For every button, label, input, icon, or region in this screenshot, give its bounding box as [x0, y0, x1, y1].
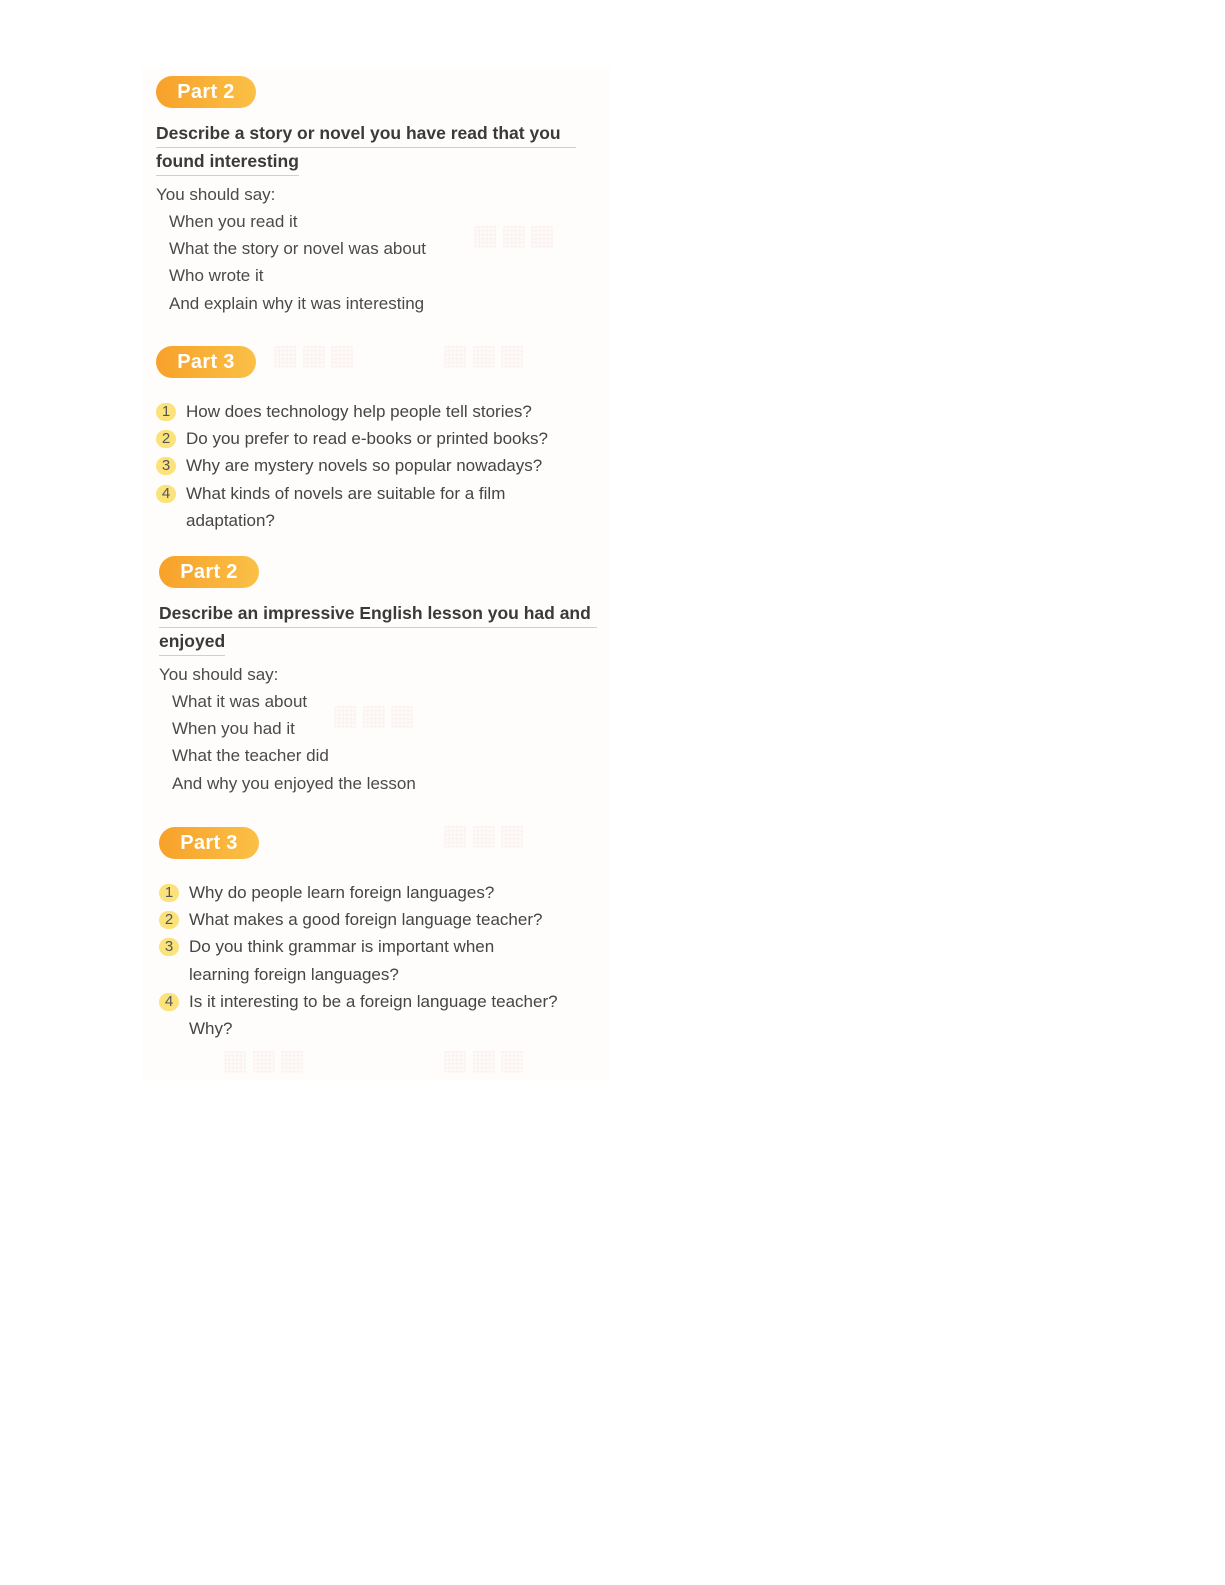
cue-card-topic	[159, 600, 591, 656]
question-number-badge: 3	[159, 938, 179, 956]
question-number-badge: 1	[159, 884, 179, 902]
question-number-badge: 2	[159, 911, 179, 929]
question-text-continued: learning foreign languages?	[189, 964, 399, 984]
watermark-mark: ▦▦▦	[442, 338, 528, 371]
discussion-questions	[159, 879, 558, 1042]
watermark-mark: ▦▦▦	[332, 698, 418, 731]
question-item	[156, 480, 548, 534]
prompt-item: When you had it	[172, 719, 295, 739]
question-item	[156, 425, 548, 452]
question-text: Do you think grammar is important when	[189, 937, 495, 957]
question-text: Is it interesting to be a foreign language teacher?	[189, 991, 558, 1011]
watermark-mark: ▦▦▦	[442, 1043, 528, 1076]
question-item	[159, 906, 558, 933]
you-should-say-label: You should say:	[159, 665, 279, 684]
topic-line: Describe an impressive English lesson you had and	[159, 600, 597, 628]
question-item	[156, 398, 548, 425]
prompt-item: What the story or novel was about	[169, 239, 427, 259]
cue-card-topic	[156, 120, 580, 176]
question-number-badge: 1	[156, 403, 176, 421]
prompt-item: When you read it	[169, 212, 298, 231]
question-text: Why do people learn foreign languages?	[189, 883, 495, 902]
speaking-topics-page	[142, 68, 610, 1080]
cue-card-prompts	[169, 208, 426, 317]
prompt-item: Who wrote it	[169, 266, 264, 286]
question-item	[159, 988, 558, 1042]
question-number-badge: 4	[159, 993, 179, 1011]
part-label-badge: Part 3	[156, 346, 256, 378]
watermark-mark: ▦▦▦	[442, 818, 528, 851]
question-text: Why are mystery novels so popular nowadays?	[186, 456, 543, 476]
you-should-say-label: You should say:	[156, 185, 276, 204]
prompt-item: What it was about	[172, 692, 308, 711]
watermark-mark: ▦▦▦	[222, 1043, 308, 1076]
prompt-item: What the teacher did	[172, 746, 329, 766]
question-number-badge: 4	[156, 485, 176, 503]
part-label-badge: Part 2	[159, 556, 259, 588]
watermark-mark: ▦▦▦	[472, 218, 558, 251]
watermark-mark: ▦▦▦	[272, 338, 358, 371]
question-text-continued: adaptation?	[186, 510, 275, 530]
question-item	[156, 452, 548, 479]
prompt-item: And why you enjoyed the lesson	[172, 773, 416, 793]
question-number-badge: 2	[156, 430, 176, 448]
cue-card-prompts	[172, 688, 416, 797]
topic-line: enjoyed	[159, 628, 225, 656]
topic-line: found interesting	[156, 148, 299, 176]
discussion-questions	[156, 398, 548, 534]
part-label-badge: Part 3	[159, 827, 259, 859]
question-text: Do you prefer to read e-books or printed books?	[186, 429, 548, 449]
question-number-badge: 3	[156, 457, 176, 475]
question-text: What kinds of novels are suitable for a film	[186, 483, 506, 503]
topic-line: Describe a story or novel you have read that you	[156, 120, 576, 148]
part-label-badge: Part 2	[156, 76, 256, 108]
question-text: How does technology help people tell stories?	[186, 402, 532, 421]
prompt-item: And explain why it was interesting	[169, 293, 425, 313]
question-item	[159, 933, 558, 987]
question-text: What makes a good foreign language teacher?	[189, 910, 543, 930]
question-item	[159, 879, 558, 906]
question-text-continued: Why?	[189, 1019, 233, 1039]
